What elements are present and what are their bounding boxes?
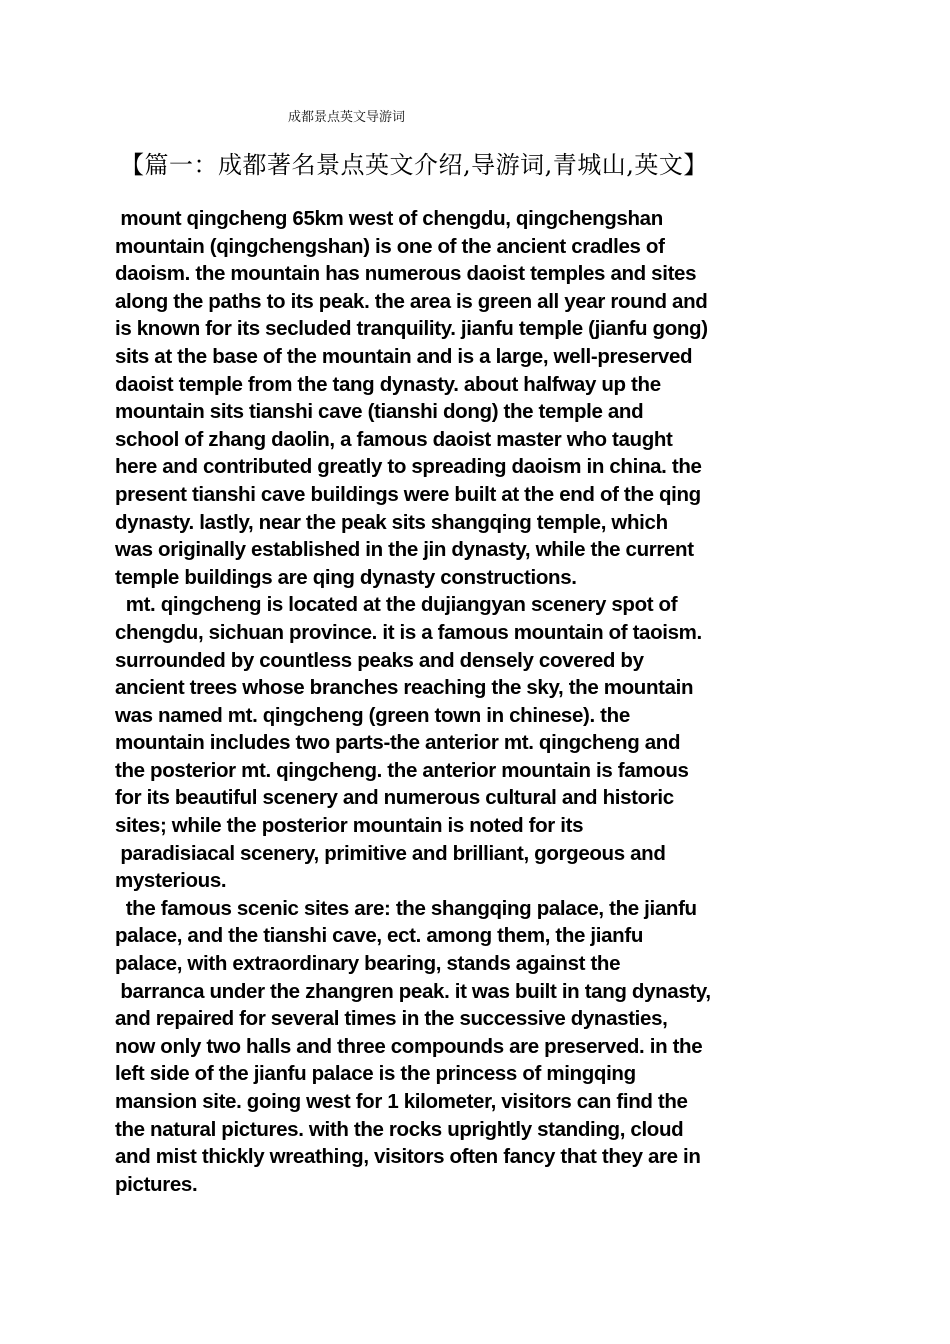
text-line: barranca under the zhangren peak. it was built in tang dynasty, — [115, 979, 711, 1003]
text-line: mysterious. — [115, 869, 227, 893]
section-heading: 【篇一：成都著名景点英文介绍,导游词,青城山,英文】 — [120, 151, 708, 179]
text-line: mountain sits tianshi cave (tianshi dong) the temple and — [115, 400, 644, 424]
body-text — [115, 205, 845, 1198]
text-line: paradisiacal scenery, primitive and brilliant, gorgeous and — [115, 841, 666, 865]
document-header-title: 成都景点英文导游词 — [288, 110, 406, 125]
text-line: now only two halls and three compounds are preserved. in the — [115, 1034, 703, 1058]
text-line: present tianshi cave buildings were built at the end of the qing — [115, 482, 701, 506]
text-line: palace, with extraordinary bearing, stands against the — [115, 952, 621, 976]
text-line: sites; while the posterior mountain is noted for its — [115, 814, 584, 838]
text-line: and mist thickly wreathing, visitors often fancy that they are in — [115, 1145, 701, 1169]
text-line: along the paths to its peak. the area is green all year round and — [115, 289, 708, 313]
text-line: daoism. the mountain has numerous daoist temples and sites — [115, 262, 697, 286]
text-line: mansion site. going west for 1 kilometer, visitors can find the — [115, 1090, 688, 1113]
text-line: mount qingcheng 65km west of chengdu, qingchengshan — [115, 207, 663, 230]
text-line: the posterior mt. qingcheng. the anterior mountain is famous — [115, 758, 689, 782]
text-line: mountain includes two parts-the anterior mt. qingcheng and — [115, 731, 681, 755]
text-line: for its beautiful scenery and numerous cultural and historic — [115, 786, 674, 810]
text-line: pictures. — [115, 1172, 198, 1196]
text-line: ancient trees whose branches reaching the sky, the mountain — [115, 676, 694, 700]
text-line: sits at the base of the mountain and is a large, well-preserved — [115, 344, 693, 368]
text-line: school of zhang daolin, a famous daoist master who taught — [115, 427, 673, 451]
text-line: was originally established in the jin dynasty, while the current — [115, 538, 694, 562]
text-line: dynasty. lastly, near the peak sits shangqing temple, which — [115, 510, 668, 534]
text-line: mountain (qingchengshan) is one of the ancient cradles of — [115, 234, 665, 258]
text-line: chengdu, sichuan province. it is a famous mountain of taoism. — [115, 620, 702, 644]
text-line: and repaired for several times in the successive dynasties, — [115, 1007, 668, 1031]
text-line: left side of the jianfu palace is the princess of mingqing — [115, 1062, 636, 1086]
text-line: is known for its secluded tranquility. jianfu temple (jianfu gong) — [115, 317, 708, 341]
text-line: surrounded by countless peaks and densely covered by — [115, 648, 644, 672]
text-line: temple buildings are qing dynasty constructions. — [115, 565, 577, 589]
text-line: mt. qingcheng is located at the dujiangyan scenery spot of — [115, 593, 678, 617]
text-line: palace, and the tianshi cave, ect. among them, the jianfu — [115, 924, 643, 948]
text-line: was named mt. qingcheng (green town in chinese). the — [115, 703, 630, 727]
text-line: here and contributed greatly to spreading daoism in china. the — [115, 455, 702, 479]
text-line: the famous scenic sites are: the shangqing palace, the jianfu — [115, 896, 697, 920]
text-line: the natural pictures. with the rocks uprightly standing, cloud — [115, 1117, 684, 1141]
text-line: daoist temple from the tang dynasty. about halfway up the — [115, 372, 661, 396]
